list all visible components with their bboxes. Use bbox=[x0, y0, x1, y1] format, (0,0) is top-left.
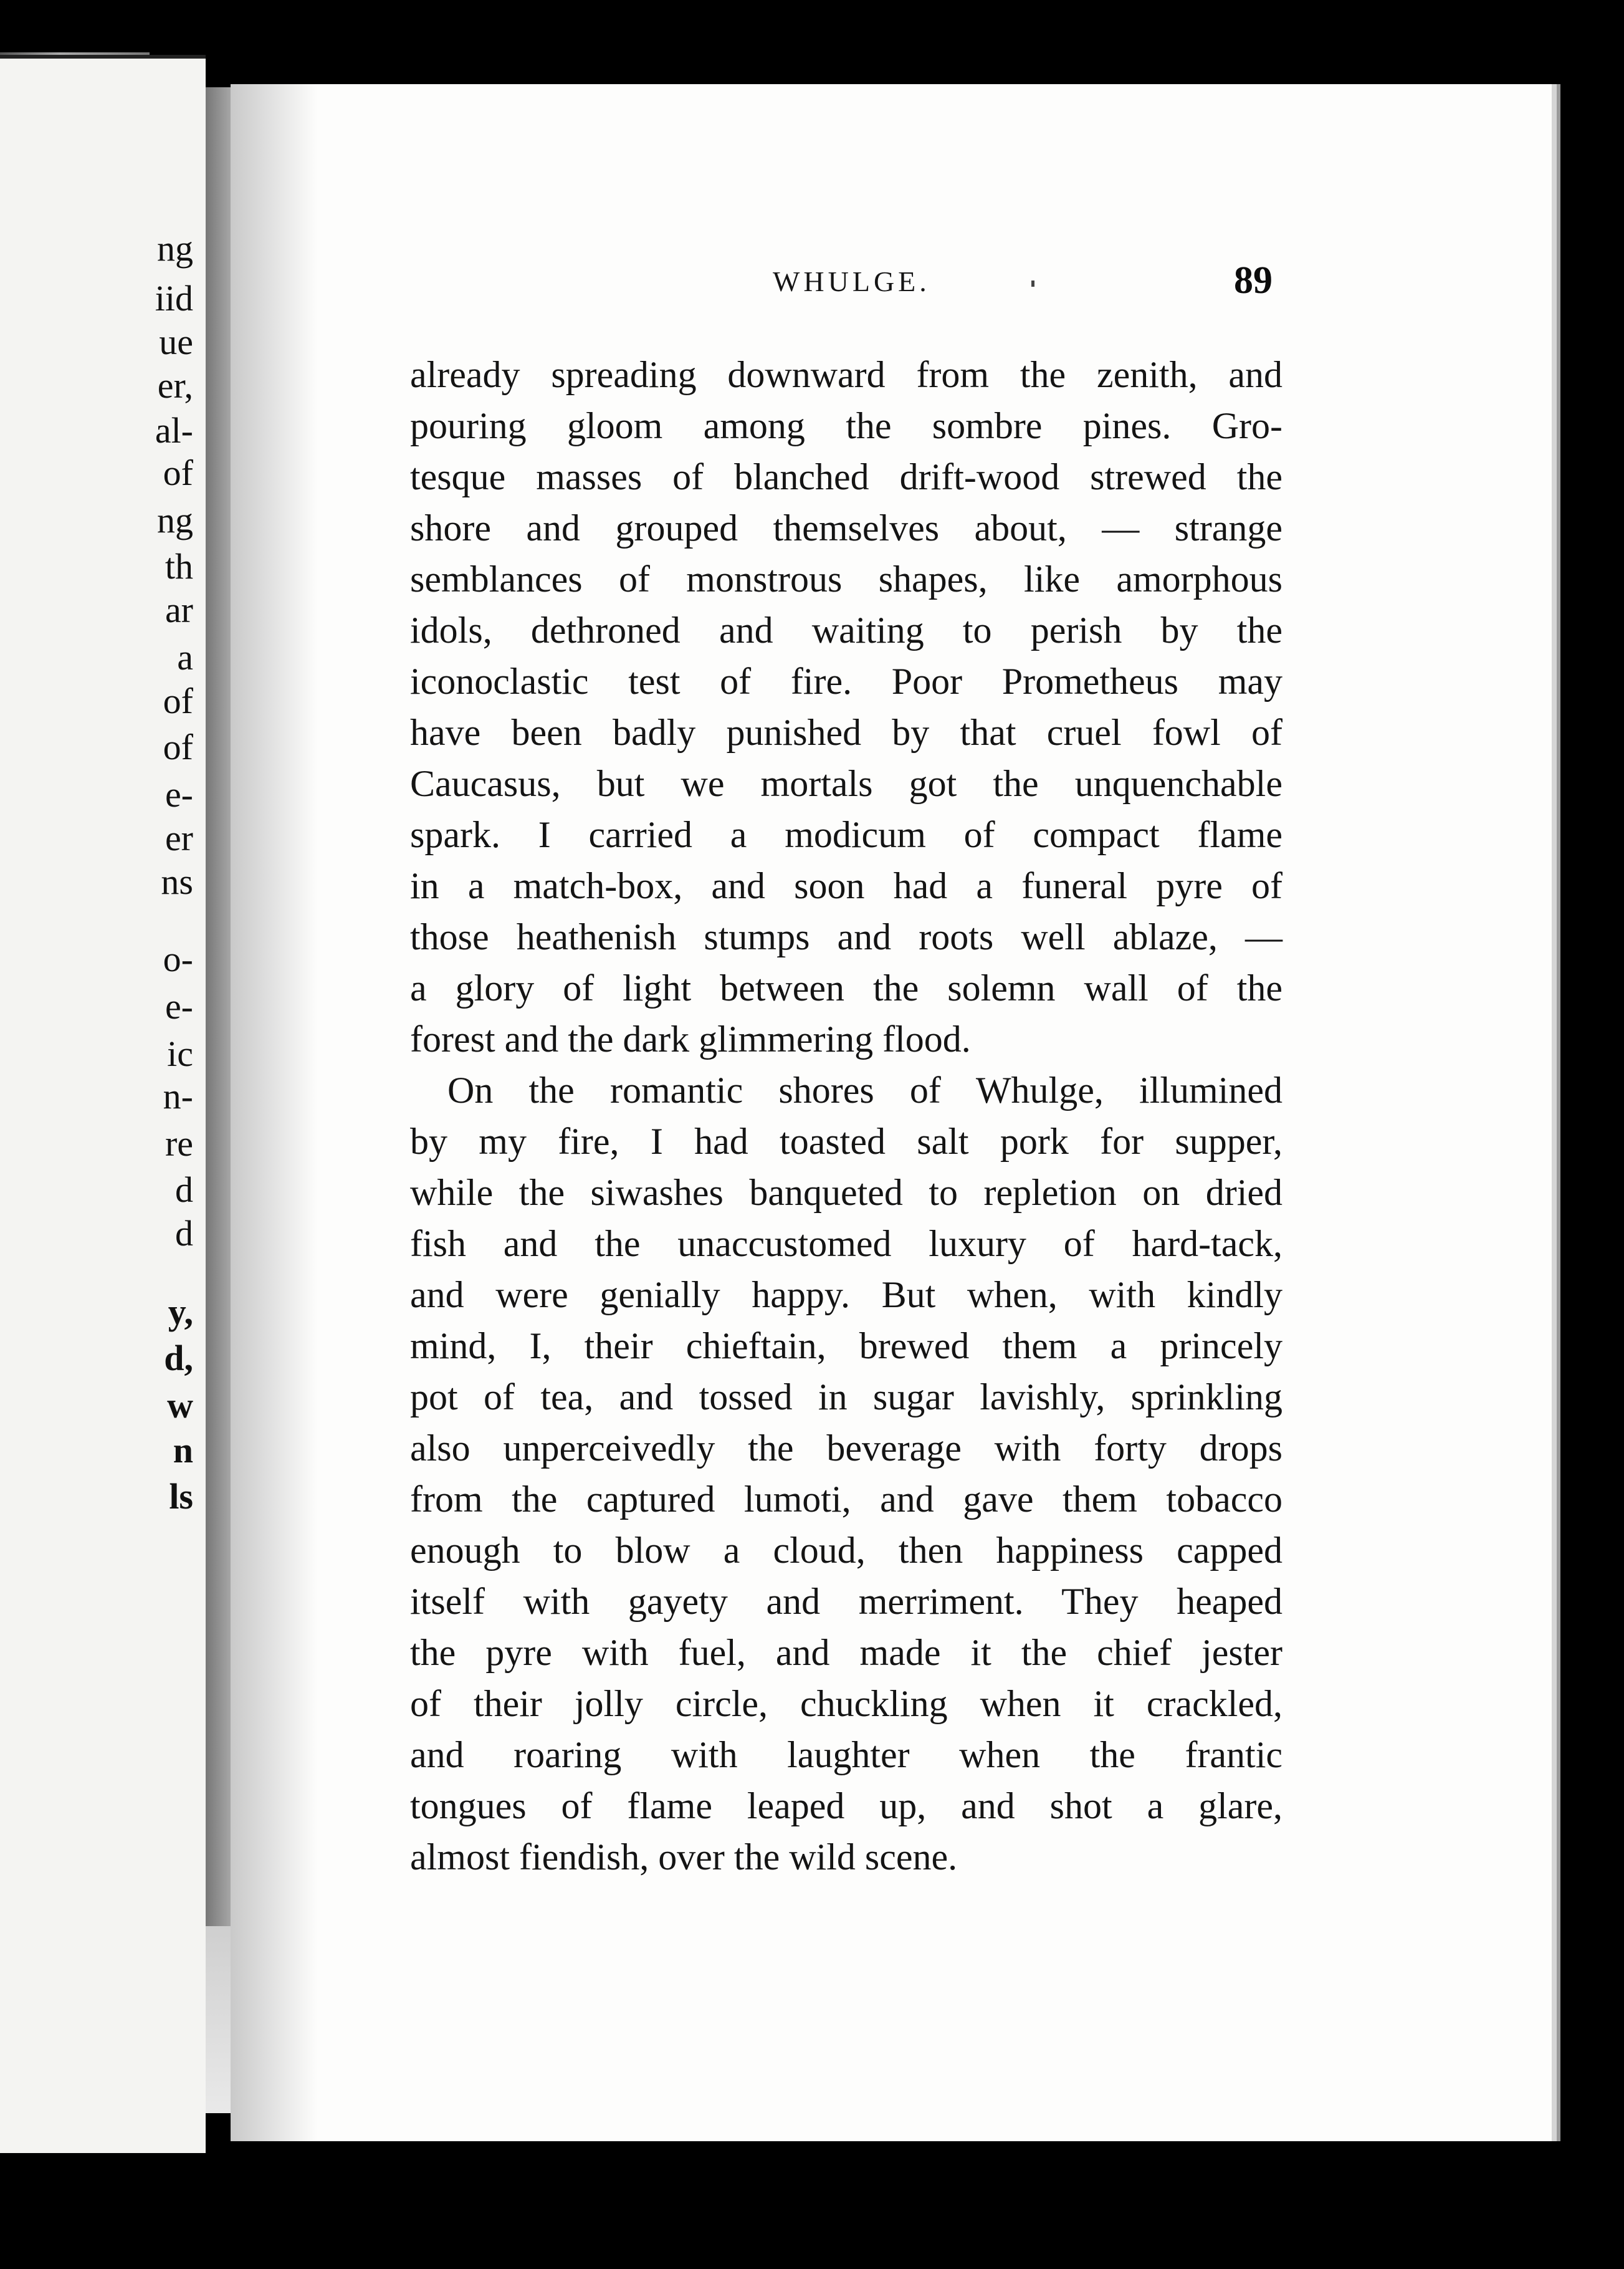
text-line: itself with gayety and merriment. They heaped bbox=[410, 1581, 1282, 1622]
left-page-text-fragment: n- bbox=[163, 1076, 193, 1116]
text-line: a glory of light between the solemn wall of the bbox=[410, 967, 1282, 1009]
text-line: iconoclastic test of fire. Poor Prometheus may bbox=[410, 661, 1282, 702]
book-page bbox=[231, 84, 1557, 2141]
text-line: from the captured lumoti, and gave them tobacco bbox=[410, 1479, 1282, 1520]
text-line: idols, dethroned and waiting to perish by the bbox=[410, 610, 1282, 651]
text-line: Caucasus, but we mortals got the unquenchable bbox=[410, 763, 1282, 804]
text-line: those heathenish stumps and roots well ablaze, — bbox=[410, 916, 1282, 957]
left-page-text-fragment: d bbox=[175, 1169, 193, 1210]
text-line: the pyre with fuel, and made it the chief jester bbox=[410, 1632, 1282, 1673]
text-line: fish and the unaccustomed luxury of hard-tack, bbox=[410, 1223, 1282, 1264]
left-page-text-fragment: re bbox=[165, 1123, 193, 1164]
left-page-text-fragment: iid bbox=[155, 278, 193, 319]
text-line: of their jolly circle, chuckling when it crackled, bbox=[410, 1683, 1282, 1724]
left-page-text-fragment: ar bbox=[165, 590, 193, 630]
left-page-text-fragment: y, bbox=[168, 1292, 193, 1332]
text-line: also unperceivedly the beverage with forty drops bbox=[410, 1427, 1282, 1469]
text-line: spark. I carried a modicum of compact flame bbox=[410, 814, 1282, 855]
text-line: forest and the dark glimmering flood. bbox=[410, 1019, 971, 1060]
left-page-text-fragment: of bbox=[163, 681, 193, 721]
left-page-text-fragment: ue bbox=[159, 322, 193, 362]
text-line: tongues of flame leaped up, and shot a glare, bbox=[410, 1785, 1282, 1826]
text-line: by my fire, I had toasted salt pork for supper, bbox=[410, 1121, 1282, 1162]
page-curve-shade bbox=[231, 84, 318, 2141]
left-page-text-fragment: n bbox=[173, 1430, 193, 1470]
left-page-text-fragment: ls bbox=[169, 1476, 193, 1517]
text-line: pouring gloom among the sombre pines. Gro- bbox=[410, 405, 1282, 446]
text-line: almost fiendish, over the wild scene. bbox=[410, 1836, 958, 1878]
left-page-text-fragment: w bbox=[167, 1385, 193, 1426]
running-head: WHULGE. bbox=[773, 266, 930, 297]
left-page-text-fragment: of bbox=[163, 727, 193, 767]
left-page-text-fragment: er, bbox=[157, 365, 193, 406]
left-page-text-fragment: d, bbox=[164, 1338, 193, 1378]
text-line: enough to blow a cloud, then happiness capped bbox=[410, 1530, 1282, 1571]
body-text bbox=[410, 349, 1282, 1883]
text-line: have been badly punished by that cruel fowl of bbox=[410, 712, 1282, 753]
left-page-text-fragment: o- bbox=[163, 939, 193, 979]
left-page-text-fragment: e- bbox=[165, 774, 193, 815]
page-number: 89 bbox=[1234, 259, 1273, 302]
text-line: already spreading downward from the zenith, and bbox=[410, 354, 1282, 395]
text-line: mind, I, their chieftain, brewed them a princely bbox=[410, 1325, 1282, 1366]
left-page-text-fragment: ng bbox=[157, 228, 193, 269]
text-line: shore and grouped themselves about, — strange bbox=[410, 507, 1282, 549]
left-page-text-fragment: er bbox=[165, 818, 193, 858]
left-page-text-fragment: al- bbox=[155, 410, 193, 451]
text-line: pot of tea, and tossed in sugar lavishly, sprinkling bbox=[410, 1376, 1282, 1418]
left-page-text-fragment: a bbox=[177, 637, 193, 678]
left-page-text-fragment: e- bbox=[165, 986, 193, 1027]
left-page-text-fragment: d bbox=[175, 1213, 193, 1254]
text-line: semblances of monstrous shapes, like amorphous bbox=[410, 559, 1282, 600]
text-line: and roaring with laughter when the frantic bbox=[410, 1734, 1282, 1775]
left-page-text-fragment: ng bbox=[157, 500, 193, 540]
left-page-text-fragment: ns bbox=[161, 861, 193, 902]
text-line: tesque masses of blanched drift-wood strewed the bbox=[410, 456, 1282, 497]
text-line: in a match-box, and soon had a funeral pyre of bbox=[410, 865, 1282, 906]
paragraph bbox=[410, 349, 1282, 1065]
left-facing-page bbox=[0, 55, 206, 2153]
left-page-text-fragment: of bbox=[163, 453, 193, 493]
left-page-text-fragment: th bbox=[165, 546, 193, 587]
page-header bbox=[231, 259, 1552, 309]
paragraph bbox=[410, 1065, 1282, 1883]
left-page-text-fragment: ic bbox=[167, 1034, 193, 1074]
text-line: and were genially happy. But when, with kindly bbox=[410, 1274, 1282, 1315]
text-line: while the siwashes banqueted to repletion on dried bbox=[410, 1172, 1282, 1213]
text-line: On the romantic shores of Whulge, illumined bbox=[447, 1070, 1282, 1111]
